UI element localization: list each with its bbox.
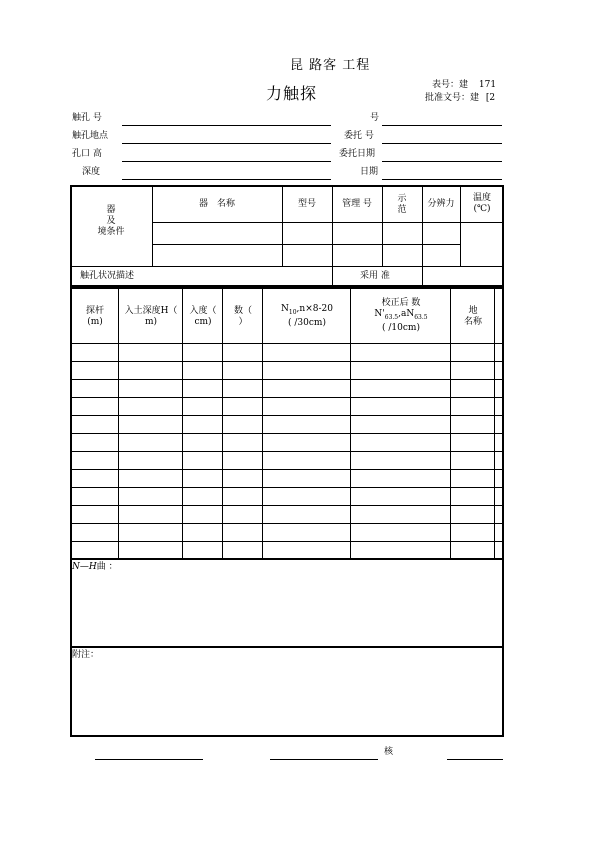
review-label: 核	[384, 747, 394, 757]
date-label: 日期	[360, 167, 379, 177]
entrust-date-field[interactable]	[382, 161, 502, 162]
number-field[interactable]	[382, 125, 502, 126]
equipment-env-line-3: 境条件	[97, 227, 125, 237]
table-row	[71, 523, 503, 524]
resolution-header: 分辨力	[427, 199, 455, 209]
hole-number-field[interactable]	[122, 125, 331, 126]
depth-line-2: m)	[144, 317, 158, 327]
corrected-header	[352, 298, 450, 334]
org-title: 昆 路客 工程	[290, 58, 371, 73]
equipment-env-label	[72, 205, 150, 238]
hole-status-label: 触孔状况描述	[80, 271, 135, 281]
table-row	[71, 343, 503, 344]
rod-line-1: 探杆	[85, 306, 104, 316]
data-table-column-line	[118, 288, 119, 559]
temperature-line-1: 温度	[472, 193, 491, 203]
table-row	[71, 469, 503, 470]
number-label: 号	[370, 113, 380, 123]
n-main: N	[281, 304, 289, 314]
n-rest: ,n×8-20	[296, 304, 333, 314]
count-line-2: ）	[238, 317, 248, 327]
table-row	[71, 541, 503, 542]
table-row	[71, 397, 503, 398]
table-row	[71, 415, 503, 416]
soil-name-header	[452, 306, 494, 328]
data-table-column-line	[450, 288, 451, 559]
depth-field[interactable]	[122, 179, 331, 180]
n-sub: 10	[288, 308, 297, 316]
depth-line-1: 入土深度H（	[124, 306, 178, 316]
remarks-label: 附注：	[72, 650, 100, 660]
soil-line-1: 地	[468, 306, 478, 316]
corrected-n: N'	[374, 309, 385, 319]
form-number-label: 表号：建	[432, 80, 469, 90]
form-number	[432, 80, 496, 91]
curve-rest: 曲 ：	[96, 562, 118, 572]
indication-range-header	[383, 194, 421, 216]
table-row	[71, 505, 503, 506]
n-unit: ( /30cm)	[288, 317, 326, 328]
corrected-unit: ( /10cm)	[382, 322, 420, 333]
entrust-number-label: 委托 号	[344, 131, 374, 141]
penetration-header	[184, 306, 222, 328]
data-table-column-line	[182, 288, 183, 559]
date-field[interactable]	[382, 179, 502, 180]
equipment-divider	[152, 244, 461, 245]
curve-section	[70, 558, 504, 648]
signature-line-3[interactable]	[447, 759, 503, 760]
approval-number	[425, 93, 495, 104]
table-row	[71, 487, 503, 488]
corrected-line-1: 校正后 数	[381, 298, 421, 308]
curve-sep: —	[79, 562, 89, 572]
corrected-sub-2: 63.5	[414, 313, 428, 321]
temperature-line-2: (℃)	[473, 204, 491, 214]
table-row	[71, 361, 503, 362]
standard-label: 采用 准	[360, 271, 390, 281]
depth-header	[120, 306, 182, 328]
equipment-divider	[152, 222, 503, 223]
corrected-mid: ,aN	[398, 309, 415, 319]
data-table-column-line	[350, 288, 351, 559]
model-header: 型号	[297, 199, 316, 209]
equipment-env-line-2: 及	[106, 216, 116, 226]
hole-location-label: 触孔地点	[72, 131, 109, 141]
equipment-divider	[152, 186, 153, 266]
penetration-line-2: cm)	[194, 317, 212, 327]
hole-elevation-label: 孔口 高	[72, 149, 102, 159]
table-row	[71, 451, 503, 452]
table-row	[71, 433, 503, 434]
hole-elevation-field[interactable]	[122, 161, 331, 162]
remarks-section	[70, 646, 504, 737]
depth-label: 深度	[82, 167, 101, 177]
rod-line-2: (m)	[87, 317, 103, 327]
equipment-divider	[282, 186, 283, 266]
corrected-sub-1: 63.5	[384, 313, 399, 321]
data-table-column-line	[494, 288, 495, 559]
instrument-name-header: 器 名称	[198, 199, 235, 209]
signature-line-2[interactable]	[270, 759, 378, 760]
curve-n: N	[72, 562, 80, 572]
rod-header	[72, 306, 118, 328]
indication-line-2: 范	[397, 205, 407, 215]
penetration-line-1: 入度（	[189, 306, 217, 316]
indication-line-1: 示	[397, 194, 407, 204]
approval-label: 批准文号：建	[425, 93, 480, 103]
management-number-header: 管理 号	[342, 199, 372, 209]
temperature-header	[461, 193, 503, 215]
equipment-divider	[71, 266, 503, 267]
page-title: 力触探	[266, 84, 318, 103]
equipment-env-line-1: 器	[106, 205, 116, 215]
table-row	[71, 379, 503, 380]
hole-location-field[interactable]	[122, 143, 331, 144]
data-table-column-line	[222, 288, 223, 559]
count-line-1: 数（	[233, 306, 252, 316]
hole-number-label: 触孔 号	[72, 113, 102, 123]
signature-line-1[interactable]	[95, 759, 203, 760]
n-value-header	[264, 304, 350, 329]
data-table-column-line	[262, 288, 263, 559]
entrust-number-field[interactable]	[382, 143, 502, 144]
curve-label	[72, 562, 118, 573]
form-number-value: 171	[478, 80, 497, 90]
approval-value: [2	[485, 93, 496, 103]
count-header	[224, 306, 262, 328]
entrust-date-label: 委托日期	[339, 149, 376, 159]
soil-line-2: 名称	[463, 317, 482, 327]
curve-h: H	[88, 562, 97, 572]
